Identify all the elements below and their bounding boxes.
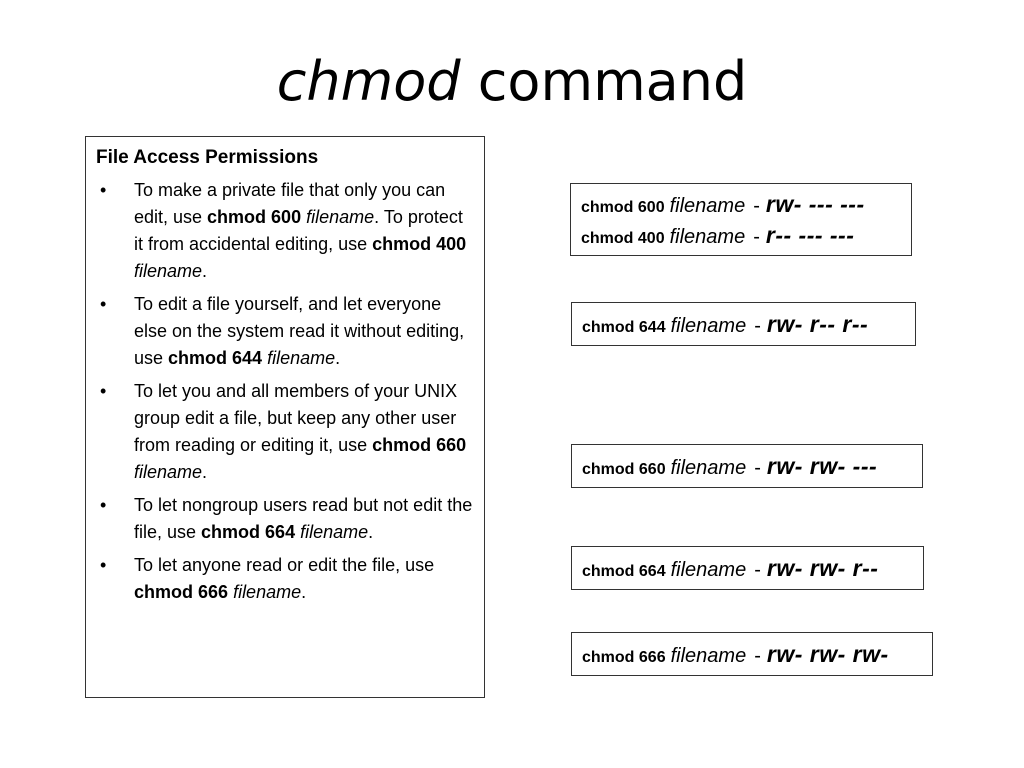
title-rest: command: [477, 50, 748, 113]
filename-text: filename: [669, 195, 746, 217]
command-text: chmod 664: [582, 563, 666, 580]
permission-line: [582, 451, 912, 482]
mode-string: rw- rw- r--: [766, 555, 879, 581]
filename-text: filename: [670, 645, 747, 667]
permission-box-600-400: [570, 183, 912, 256]
item-filename: filename: [134, 261, 203, 281]
bullet-icon: •: [100, 294, 107, 314]
item-filename: filename: [300, 522, 369, 542]
item-filename: filename: [233, 582, 302, 602]
box-heading: File Access Permissions: [96, 147, 319, 168]
list-item: [96, 492, 474, 546]
item-filename: filename: [267, 348, 336, 368]
permission-line: [582, 553, 913, 584]
permission-line: [582, 639, 922, 670]
command-text: chmod 660: [582, 461, 666, 478]
filename-text: filename: [670, 457, 747, 479]
permission-line: [581, 189, 901, 220]
permissions-text-box: [85, 136, 485, 698]
list-item: [96, 552, 474, 606]
item-text: .: [301, 582, 307, 602]
filename-text: filename: [670, 559, 747, 581]
mode-string: r-- --- ---: [765, 222, 855, 248]
dash-text: -: [754, 559, 761, 581]
item-filename: filename: [134, 462, 203, 482]
item-text: .: [368, 522, 374, 542]
item-command: chmod 400: [372, 234, 467, 254]
command-text: chmod 644: [582, 319, 666, 336]
dash-text: -: [753, 195, 760, 217]
item-text: To let anyone read or edit the file, use: [134, 555, 435, 575]
item-text: .: [335, 348, 341, 368]
item-filename: filename: [306, 207, 375, 227]
title-command-name: chmod: [276, 50, 461, 113]
item-text: To make a private file that only you can edit, use: [134, 180, 446, 227]
item-command: chmod 644: [168, 348, 263, 368]
item-text: To let nongroup users read but not edit the file, use: [134, 495, 473, 542]
mode-string: rw- r-- r--: [766, 311, 869, 337]
item-command: chmod 664: [201, 522, 296, 542]
item-text: To let you and all members of your UNIX group edit a file, but keep any other user from reading or editing it, use: [134, 381, 458, 455]
bullet-icon: •: [100, 381, 107, 401]
slide-title: [0, 50, 1024, 114]
mode-string: rw- rw- rw-: [766, 641, 889, 667]
dash-text: -: [754, 645, 761, 667]
item-text: . To protect it from accidental editing, use: [134, 207, 463, 254]
item-command: chmod 666: [134, 582, 229, 602]
permission-box-660: [571, 444, 923, 488]
mode-string: rw- --- ---: [765, 191, 865, 217]
bullet-icon: •: [100, 180, 107, 200]
bullet-list: [96, 177, 474, 606]
dash-text: -: [754, 457, 761, 479]
mode-string: rw- rw- ---: [766, 453, 878, 479]
permission-line: [581, 220, 901, 251]
command-text: chmod 400: [581, 230, 665, 247]
list-item: [96, 378, 474, 486]
item-text: To edit a file yourself, and let everyone else on the system read it without editing, use: [134, 294, 465, 368]
item-command: chmod 660: [372, 435, 467, 455]
filename-text: filename: [669, 226, 746, 248]
bullet-icon: •: [100, 555, 107, 575]
permission-box-666: [571, 632, 933, 676]
bullet-icon: •: [100, 495, 107, 515]
permission-line: [582, 309, 905, 340]
list-item: [96, 177, 474, 285]
permission-box-644: [571, 302, 916, 346]
dash-text: -: [754, 315, 761, 337]
item-text: .: [202, 261, 208, 281]
permission-box-664: [571, 546, 924, 590]
dash-text: -: [753, 226, 760, 248]
command-text: chmod 600: [581, 199, 665, 216]
command-text: chmod 666: [582, 649, 666, 666]
item-text: .: [202, 462, 208, 482]
filename-text: filename: [670, 315, 747, 337]
item-command: chmod 600: [207, 207, 302, 227]
list-item: [96, 291, 474, 372]
